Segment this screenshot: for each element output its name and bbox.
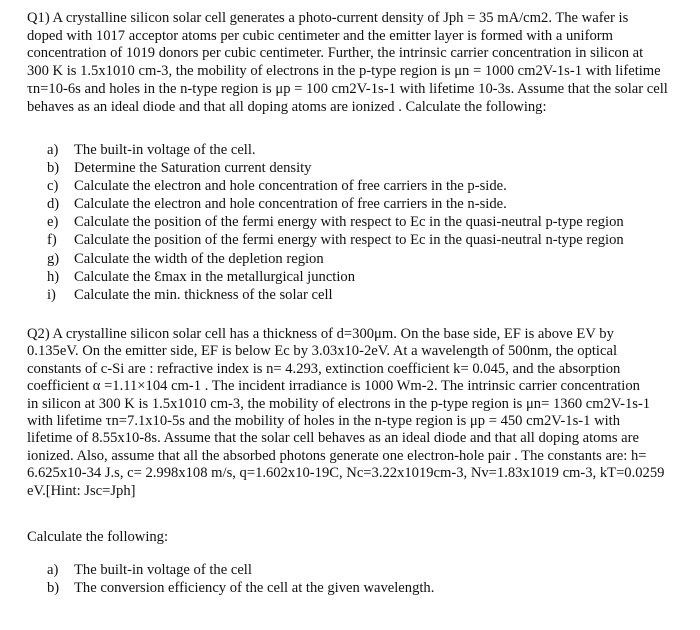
list-item: [47, 141, 624, 159]
list-item: [47, 268, 624, 286]
list-item: [47, 159, 624, 177]
q2-line: constants of c-Si are : refractive index is n= 4.293, extinction coefficient k= 0.045, and the absorption: [27, 360, 621, 377]
q2-paragraph: [27, 326, 689, 500]
item-text: The conversion efficiency of the cell at the given wavelength.: [74, 580, 435, 597]
q2-line: 6.625x10-34 J.s, c= 2.998x108 m/s, q=1.602x10-19C, Nc=3.22x1019cm-3, Nv=1.83x1019 cm-3, kT=0.0259: [27, 465, 665, 482]
item-marker: f): [47, 232, 57, 249]
q2-line: coefficient α =1.11×104 cm-1 . The incident irradiance is 1000 Wm-2. The intrinsic carrier concentration: [27, 378, 640, 395]
q2-line: lifetime of 8.55x10-8s. Assume that the solar cell behaves as an ideal diode and that all doping atoms are: [27, 430, 639, 447]
list-item: [47, 213, 624, 231]
list-item: [47, 195, 624, 213]
calculate-label: Calculate the following:: [27, 529, 169, 545]
item-text: The built-in voltage of the cell: [74, 562, 252, 578]
item-marker: h): [47, 268, 60, 285]
q1-line: 300 K is 1.5x1010 cm-3, the mobility of electrons in the p-type region is μn = 1000 cm2V-1s-1 with lifetime: [27, 63, 661, 80]
item-marker: b): [47, 160, 60, 177]
item-marker: e): [47, 214, 59, 231]
q1-line: behaves as an ideal diode and that all doping atoms are ionized . Calculate the following:: [27, 98, 547, 115]
q1-task-list: [47, 141, 624, 304]
item-text: Calculate the Ɛmax in the metallurgical junction: [74, 268, 355, 285]
item-text: Calculate the electron and hole concentration of free carriers in the p-side.: [74, 178, 507, 195]
q1-line: doped with 1017 acceptor atoms per cubic centimeter and the emitter layer is formed with a uniform: [27, 27, 613, 44]
q2-task-list: [47, 561, 434, 597]
item-text: Calculate the position of the fermi energy with respect to Ec in the quasi-neutral p-type region: [74, 214, 624, 231]
list-item: [47, 250, 624, 268]
item-text: Determine the Saturation current density: [74, 160, 312, 177]
item-text: Calculate the width of the depletion region: [74, 250, 324, 267]
item-marker: a): [47, 562, 59, 578]
item-marker: b): [47, 580, 60, 597]
q2-line: in silicon at 300 K is 1.5x1010 cm-3, the mobility of electrons in the p-type region is μn= 1360 cm2V-1s-1: [27, 395, 651, 412]
q2-line: ionized. Also, assume that all the absorbed photons generate one electron-hole pair . The constants are: h=: [27, 447, 647, 464]
q2-line: Q2) A crystalline silicon solar cell has a thickness of d=300μm. On the base side, EF is above EV by: [27, 326, 614, 342]
q2-line: eV.[Hint: Jsc=Jph]: [27, 482, 136, 499]
list-item: [47, 579, 434, 597]
item-marker: a): [47, 142, 59, 158]
q2-line: 0.135eV. On the emitter side, EF is below Ec by 3.03x10-2eV. At a wavelength of 500nm, the optical: [27, 343, 617, 360]
item-text: Calculate the min. thickness of the solar cell: [74, 286, 333, 303]
q1-line: τn=10-6s and holes in the n-type region is μp = 100 cm2V-1s-1 with lifetime 10-3s. Assume that the solar cell: [27, 80, 668, 97]
item-text: Calculate the position of the fermi energy with respect to Ec in the quasi-neutral n-type region: [74, 232, 624, 249]
item-text: Calculate the electron and hole concentration of free carriers in the n-side.: [74, 196, 507, 213]
q1-line: concentration of 1019 donors per cubic centimeter. Further, the intrinsic carrier concentration in silicon at: [27, 45, 644, 62]
list-item: [47, 561, 434, 579]
list-item: [47, 177, 624, 195]
q2-line: with lifetime τn=7.1x10-5s and the mobility of holes in the n-type region is μp = 450 cm2V-1s-1 with: [27, 413, 621, 430]
item-marker: i): [47, 286, 56, 303]
list-item: [47, 231, 624, 249]
item-marker: g): [47, 250, 60, 267]
q1-paragraph: [27, 10, 689, 116]
item-text: The built-in voltage of the cell.: [74, 142, 256, 158]
list-item: [47, 286, 624, 304]
item-marker: c): [47, 178, 59, 195]
item-marker: d): [47, 196, 60, 213]
q1-line: Q1) A crystalline silicon solar cell generates a photo-current density of Jph = 35 mA/cm2. The wafer is: [27, 10, 629, 26]
